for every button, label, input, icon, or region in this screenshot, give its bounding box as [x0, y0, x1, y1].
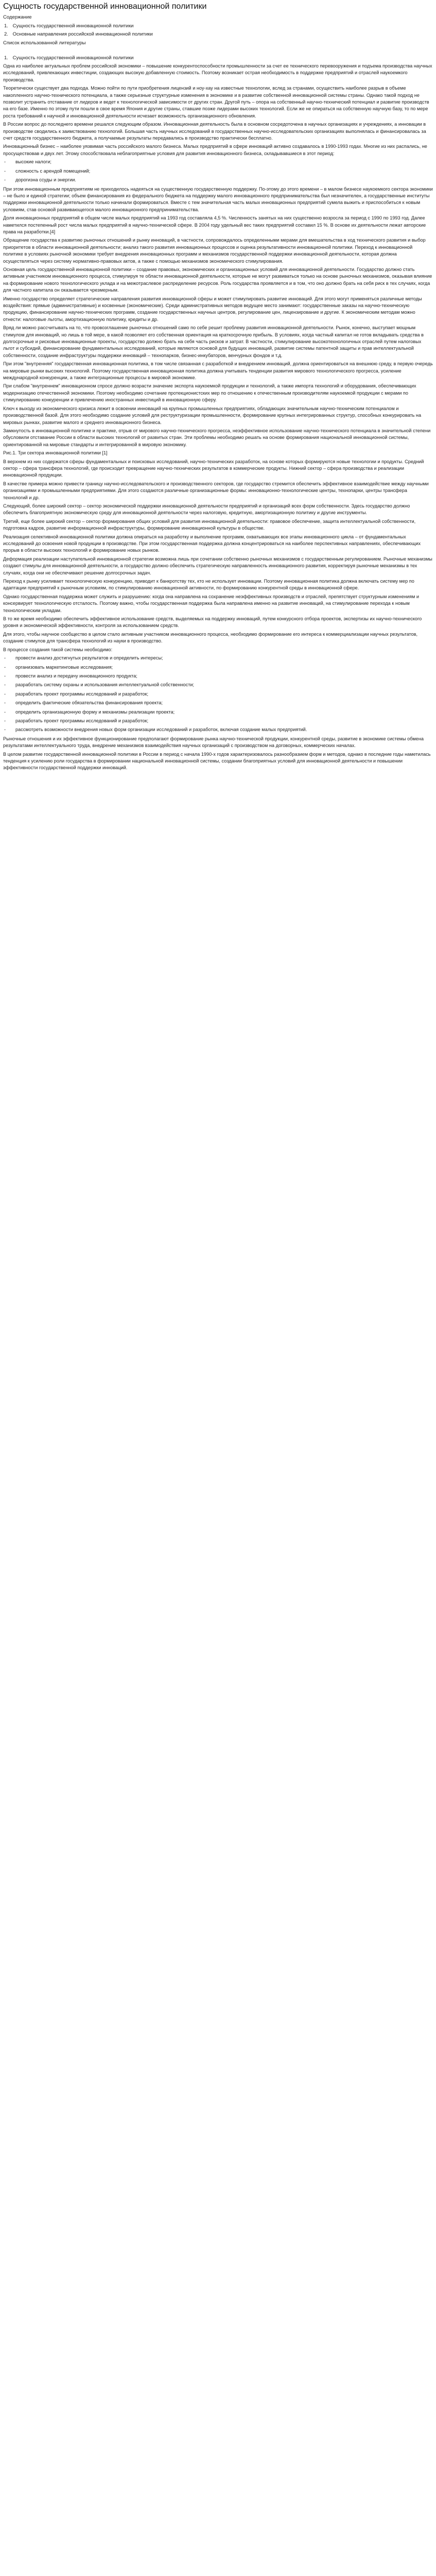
list-item	[3, 726, 433, 733]
list-bullet: -	[4, 727, 6, 733]
list-bullet: -	[4, 664, 6, 670]
list-bullet: -	[4, 673, 6, 679]
paragraph: Основная цель государственной инновационной политики – создание правовых, экономических и организационных условий для инновационной деятельности. Государство должно стать активным участником инновационного процесса, стимулируя те области инновационной деятельности, которые не могут развиваться только на основе рыночных механизмов, оказывая влияние на формирование нового технологического уклада и на межотраслевое распределение ресурсов. Роль государства проявляется и в том, что оно должно брать на себя риск в тех случаях, когда для частного капитала он оказывается чрезмерным.	[3, 266, 432, 293]
paragraph: Ключ к выходу из экономического кризиса лежит в освоении инноваций на крупных промышленных предприятиях, обладающих значительным научно-техническим потенциалом и производственной базой. Для этого необходимо создание условий для реструктуризации промышленности, формирование крупных интегрированных структур, способных конкурировать на мировых рынках, развитие малого и среднего инновационного бизнеса.	[3, 405, 422, 425]
paragraph: Обращение государства к развитию рыночных отношений и рынку инноваций, в частности, сопровождалось определенными мерами для вмешательства в ход технического развития и выбор приоритетов в области инновационной деятельности; анализ такого развития инновационных процессов и оценка результативности инновационной политики. Переход к инновационной политике в условиях рыночной экономики требует внедрения инновационных программ и механизмов государственной поддержки инновационной деятельности, которая должна осуществляться через систему нормативно-правовых актов, а также с помощью механизмов экономического стимулирования.	[3, 238, 426, 264]
paragraph: В процессе создания такой системы необходимо:	[3, 647, 113, 652]
toc-item-label: Основные направления российской инновационной политики	[12, 31, 153, 37]
list-item	[3, 159, 433, 165]
toc-title: Содержание	[3, 14, 32, 20]
list-item-text: рассмотреть возможности внедрения новых форм организации исследований и разработок, включая создание малых предприятий.	[15, 727, 307, 733]
paragraph: Именно государство определяет стратегические направления развития инновационной сферы и может стимулировать развитие инноваций. Для этого могут применяться различные методы воздействия: прямые (административные) и косвенные (экономические). Среди административных методов ведущее место занимают: государственные заказы на научно-техническую продукцию, финансирование научно-технических программ, создание государственных научных центров, регулирование цен, лицензирование и другие. К экономическим методам можно отнести: налоговые льготы, амортизационную политику, кредиты и др.	[3, 296, 422, 322]
paragraph: В то же время необходимо обеспечить эффективное использование средств, выделяемых на поддержку инноваций, путем конкурсного отбора проектов, экспертизы их научно-технического уровня и экономической эффективности, контроля за использованием средств.	[3, 616, 422, 629]
list-item-text: дорогизна ссуды и энергии.	[15, 177, 76, 183]
list-item	[3, 718, 433, 724]
document-page	[0, 0, 436, 778]
paragraph: В целом развитие государственной инновационной политики в России в период с начала 1990-х годов характеризовалось разнообразием форм и методов, однако в последние годы наметилась тенденция к усилению роли государства в формировании национальной инновационной системы, создании благоприятных условий для инновационной деятельности и повышении эффективности государственной поддержки инноваций.	[3, 751, 431, 771]
list-item-text: провести анализ достигнутых результатов и определить интересы;	[15, 655, 163, 661]
toc-item[interactable]	[3, 31, 433, 37]
paragraph: Деформация реализации наступательной инновационной стратегии возможна лишь при сочетании собственно рыночных механизмов с государственным регулированием. Рыночные механизмы создают стимулы для инновационной деятельности, а государство должно обеспечить стратегическую направленность инновационного развития, корректируя рыночные механизмы в тех случаях, когда они не обеспечивают решение долгосрочных задач.	[3, 556, 432, 575]
toc-list	[3, 23, 433, 37]
paragraph: Одна из наиболее актуальных проблем российской экономики – повышение конкурентоспособности промышленности за счет ее технического перевооружения и подъема производства научных исследований, привлекающих инвестиции, создающих высокую добавленную стоимость. Поэтому возникает острая необходимость в поддержке предприятий и отраслей наукоемкого производства.	[3, 63, 432, 82]
list-item	[3, 691, 433, 698]
list-item	[3, 664, 433, 671]
list-item	[3, 655, 433, 662]
list-bullet: -	[4, 655, 6, 661]
paragraph: Реализация селективной инновационной политики должна опираться на разработку и выполнение программ, охватывающих все этапы инновационного цикла – от фундаментальных исследований до освоения новой продукции в производстве. При этом государственная поддержка должна концентрироваться на наиболее перспективных направлениях, обеспечивающих прорыв в области высоких технологий и формирование новых рынков.	[3, 534, 421, 553]
paragraph: Следующий, более широкий сектор – сектор экономической поддержки инновационной деятельности предприятий и организаций всех форм собственности. Здесь государство должно обеспечить благоприятную экономическую среду для инновационной деятельности через налоговую, кредитную, амортизационную политику и другие инструменты.	[3, 503, 410, 516]
list-item	[3, 700, 433, 706]
paragraph: В верхнем из них содержатся сферы фундаментальных и поисковых исследований, научно-технических разработок, на основе которых формируются новые технологии и продукты. Средний сектор – сфера трансфера технологий, где происходит превращение научно-технических результатов в коммерческие продукты. Нижний сектор – сфера производства и реализации инновационной продукции.	[3, 459, 424, 478]
list-item-text: сложность с арендой помещений;	[15, 168, 91, 174]
toc-references[interactable]: Список использованной литературы	[3, 40, 86, 46]
paragraph: При этом инновационным предприятиям не приходилось надеяться на существенную государственную поддержку. По-этому до этого времени – в малом бизнесе наукоемкого сектора экономики – не было и единой стратегии; объем финансирования из федерального бюджета на поддержку малого инновационного предпринимательства был незначителен, а государственные институты поддержки инновационной деятельности только начинали формироваться. Вместе с тем значительная часть малых инновационных предприятий сумела выжить и приспособиться к новым условиям, став основой развивающегося малого инновационного предпринимательства.	[3, 186, 433, 212]
list-item-text: провести анализ и передачу инновационного продукта;	[15, 673, 137, 679]
list-item-text: разработать проект программы исследований и разработок;	[15, 691, 149, 697]
list-bullet: -	[4, 177, 6, 183]
list-bullet: -	[4, 709, 6, 715]
paragraph: Рыночные отношения и их эффективное функционирование предполагают формирование рынка научно-технической продукции, конкурентной среды, развитие в экономике системы обмена результатами интеллектуального труда, внедрение механизмов взаимодействия научных организаций с производством на договорных, коммерческих началах.	[3, 736, 424, 749]
page-title: Сущность государственной инновационной политики	[3, 2, 207, 11]
list-item-text: определить организационную форму и механизмы реализации проекта;	[15, 709, 175, 715]
list-bullet: -	[4, 700, 6, 706]
list-item	[3, 682, 433, 688]
paragraph: В России вопрос до последнего времени решался следующим образом. Инновационная деятельность была в основном сосредоточена в научных организациях и учреждениях, а инновации в производстве сводились к заимствованию технологий. Большая часть научных исследований в государственных научно-исследовательских организациях выполнялась и финансировалась за счет средств государственного бюджета, а получаемые результаты передавались в производство практически бесплатно.	[3, 122, 426, 141]
section-number: 1.	[4, 55, 8, 61]
toc-item-number: 1.	[4, 23, 8, 29]
list-bullet: -	[4, 168, 6, 174]
paragraph: Доля инновационных предприятий в общем числе малых предприятий на 1993 год составляла 4,5 %. Численность занятых на них существенно возросла за период с 1990 по 1993 год. Далее наметился постепенный рост числа малых предприятий в научно-технической сфере. В 2004 году удельный вес таких предприятий составил 15 %. В основе их деятельности лежат авторские права на разработки.[4]	[3, 215, 426, 234]
list-item-text: организовать маркетинговые исследования;	[15, 664, 113, 670]
toc-item-label: Сущность государственной инновационной политики	[12, 23, 134, 29]
paragraph: Вряд ли можно рассчитывать на то, что провозглашение рыночных отношений само по себе решит проблему развития инновационной деятельности. Рынок, конечно, выступает мощным стимулом для инноваций, но лишь в той мере, в какой позволяет его собственная ориентация на краткосрочную прибыль. В условиях, когда частный капитал не готов вкладывать средства в долгосрочные и рисковые инновационные проекты, государство должно брать на себя часть рисков и затрат. В частности, стимулирование высокотехнологичных отраслей путем налоговых льгот и субсидий, финансирование фундаментальных исследований, которые являются основой для будущих инноваций, развитие системы патентной защиты и прав интеллектуальной собственности, создание инфраструктуры поддержки инноваций – технопарков, бизнес-инкубаторов, венчурных фондов и т.д.	[3, 325, 424, 358]
paragraph: Рис.1. Три сектора инновационной политики [1]	[3, 450, 108, 456]
section-title: Сущность государственной инновационной политики	[12, 55, 134, 61]
list-item	[3, 709, 433, 716]
list-item-text: высокие налоги;	[15, 159, 51, 165]
paragraph: Третий, еще более широкий сектор – сектор формирования общих условий для развития инновационной деятельности: правовое обеспечение, защита интеллектуальной собственности, подготовка кадров, развитие информационной инфраструктуры, формирование инновационной культуры в обществе.	[3, 518, 416, 531]
list-item-text: разработать проект программы исследований и разработок;	[15, 718, 149, 723]
paragraph: Переход к рынку усиливает технологическую конкуренцию, приводит к банкротству тех, кто не использует инновации. Поэтому инновационная политика должна включать систему мер по адаптации предприятий к рыночным условиям, по стимулированию инновационной активности, по формированию конкурентной среды в инновационной сфере.	[3, 579, 414, 591]
paragraph: Инновационный бизнес – наиболее уязвимая часть российского малого бизнеса. Малых предприятий в сфере инноваций активно создавалось в 1990-1993 годах. Многие из них распались, не просуществовав и двух лет. Этому способствовала неблагоприятные условия для развития инновационного бизнеса, складывавшиеся в этот период:	[3, 144, 427, 156]
paragraph: При этом "внутренняя" государственная инновационная политика, в том числе связанная с разработкой и внедрением инноваций, должна ориентироваться на внешнюю среду, в первую очередь на мировые рынки высоких технологий. Поэтому государственная инновационная политика должна учитывать тенденции развития мирового технологического прогресса, усиление международной конкуренции, а также интеграционные процессы в мировой экономике.	[3, 361, 433, 381]
paragraph: В качестве примера можно привести границу научно-исследовательского и производственного секторов, где государство стремится обеспечить эффективное взаимодействие между научными организациями и промышленными предприятиями. Для этого создаются различные организационные формы: инновационно-технологические центры, технопарки, центры трансфера технологий и др.	[3, 481, 429, 500]
paragraph: Замкнутость в инновационной политике и практике, отрыв от мирового научно-технического прогресса, неэффективное использование научно-технического потенциала в значительной степени обусловили отставание России в области высоких технологий от развитых стран. Эти проблемы необходимо решать на основе формирования национальной инновационной системы, ориентированной на мировые стандарты и интегрированной в мировую экономику.	[3, 428, 431, 447]
paragraph: Однако государственная поддержка может служить и разрушению: когда она направлена на сохранение неэффективных производств и отраслей, препятствует структурным изменениям и консервирует технологическую отсталость. Поэтому важно, чтобы государственная поддержка была направлена именно на развитие инноваций, на стимулирование перехода к новым технологическим укладам.	[3, 594, 420, 613]
list-item-text: разработать систему охраны и использования интеллектуальной собственности;	[15, 682, 195, 688]
document-body	[3, 63, 433, 772]
section-heading	[3, 55, 433, 61]
paragraph: Теоретически существует два подхода. Можно пойти по пути приобретения лицензий и ноу-хау на известные технологии, вслед за странами, осуществить наиболее разрыв в объеме накопленного научно-технического потенциала, а также серьезные структурные изменения в экономике и в развитие собственной инновационной системы страны. Однако такой подход не позволит устранить отставание от лидеров и ведет к технологической зависимости от других стран. Другой путь – опора на собственный научно-технический потенциал и развитие производств на его базе. Именно по этому пути пошли в свое время Япония и другие страны, ставшие позже лидерами высоких технологий. Если же не опираться на собственную научную базу, то по мере роста требований к научной и инновационной деятельности исчезает возможность организационного обновления.	[3, 86, 429, 118]
toc-item[interactable]	[3, 23, 433, 29]
list-bullet: -	[4, 159, 6, 165]
toc-item-number: 2.	[4, 31, 8, 37]
paragraph: При слабом "внутреннем" инновационном спросе должно возрасти значение экспорта наукоемкой продукции и технологий, а также импорта технологий и оборудования, обеспечивающих модернизацию отечественной экономики. Поэтому необходимо сочетание протекционистских мер по отношению к отечественным производителям наукоемкой продукции с мерами по стимулированию конкуренции и привлечению иностранных инвестиций в инновационную сферу.	[3, 383, 416, 403]
list-item	[3, 168, 433, 175]
list-bullet: -	[4, 691, 6, 697]
list-item	[3, 177, 433, 183]
list-bullet: -	[4, 718, 6, 723]
list-item-text: определить фактические обязательства финансирования проекта;	[15, 700, 163, 706]
paragraph: Для этого, чтобы научное сообщество в целом стало активным участником инновационного процесса, необходимо формирование его интереса к коммерциализации научных результатов, создание стимулов для трансфера технологий из науки в производство.	[3, 631, 418, 644]
list-item	[3, 673, 433, 680]
list-bullet: -	[4, 682, 6, 688]
